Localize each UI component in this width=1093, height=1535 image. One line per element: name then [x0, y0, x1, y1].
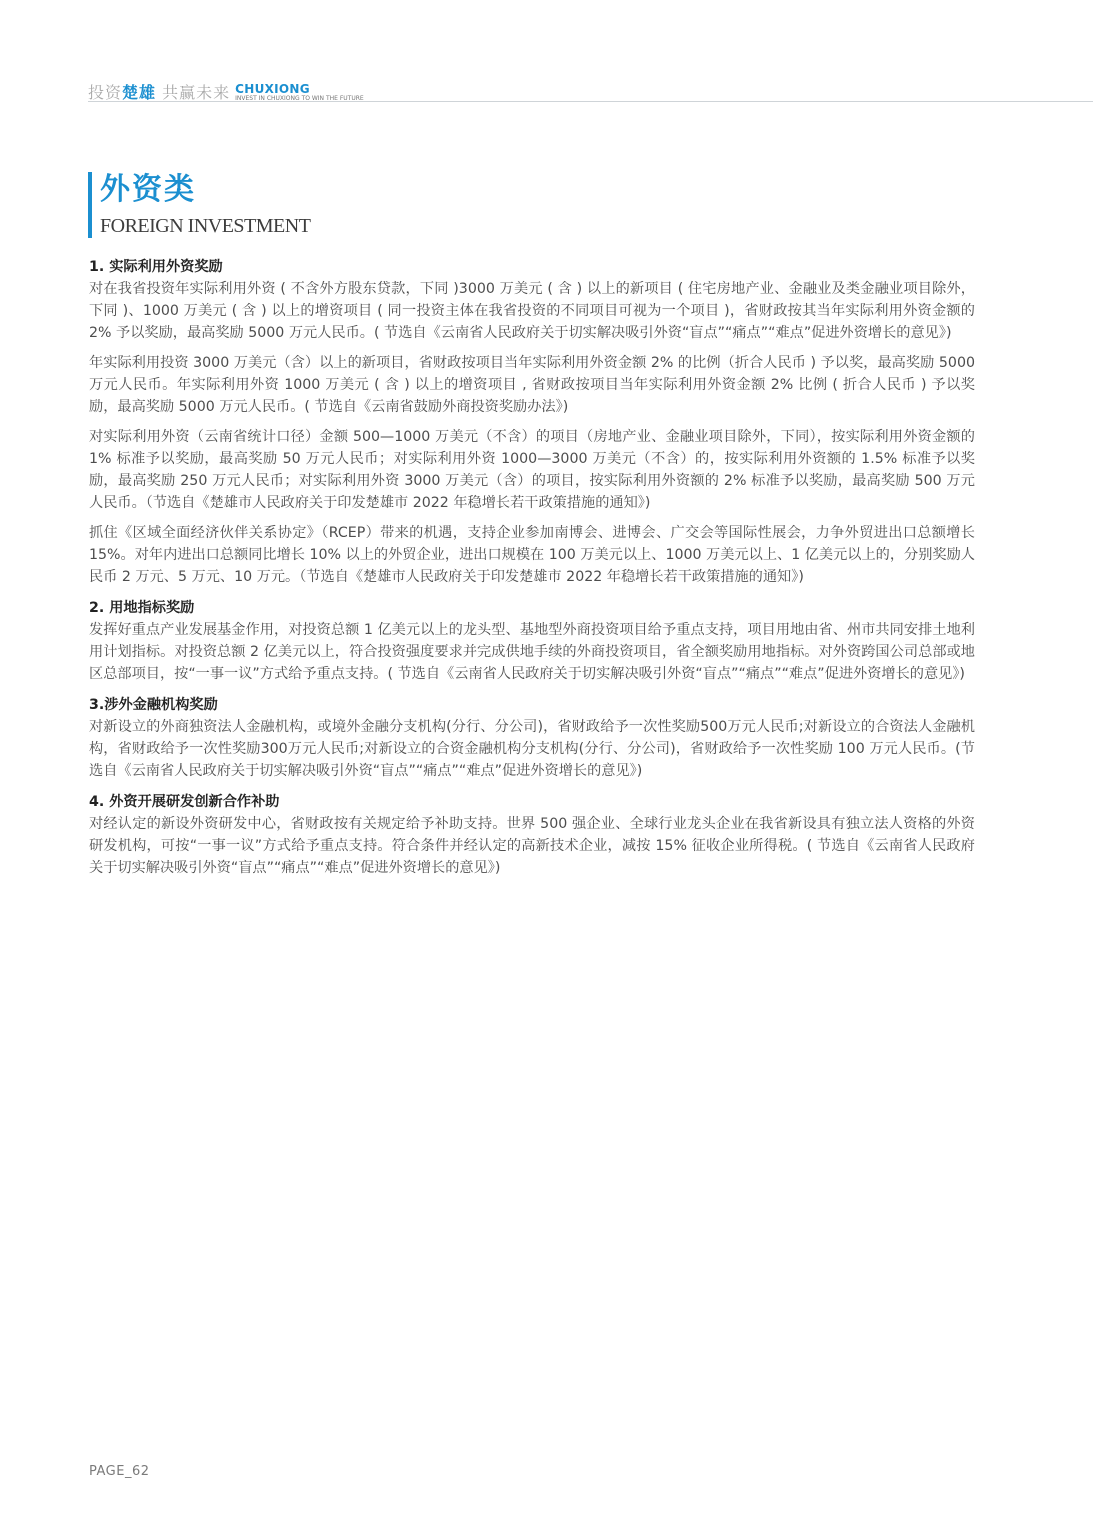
paragraph: 对在我省投资年实际利用外资 ( 不含外方股东贷款，下同 )3000 万美元 ( 含 ) 以上的新项目 ( 住宅房地产业、金融业及类金融业项目除外，下同 )、1000 万美元 ( 含 ) 以上的增资项目 ( 同一投资主体在我省投资的不同项目可视为一个项目 )，省财政按其当年实际利用外资金额的 2% 予以奖励，最高奖励 5000 万元人民币。( 节选自《云南省人民政府关于切实解决吸引外资“盲点”“痛点”“难点”促进外资增长的意见》): [89, 281, 975, 341]
section-title-cn: 外资类: [100, 172, 196, 207]
brand-slogan-cn: [88, 84, 230, 102]
paragraph: 对实际利用外资（云南省统计口径）金额 500—1000 万美元（不含）的项目（房地产业、金融业项目除外，下同），按实际利用外资金额的 1% 标准予以奖励，最高奖励 50 万元人民币；对实际利用外资 1000—3000 万美元（不含）的，按实际利用外资额的 1.5% 标准予以奖励，最高奖励 250 万元人民币；对实际利用外资 3000 万美元（含）的项目，按实际利用外资额的 2% 标准予以奖励，最高奖励 500 万元人民币。（节选自《楚雄市人民政府关于印发楚雄市 2022 年稳增长若干政策措施的通知》): [89, 429, 975, 511]
paragraph: 对新设立的外商独资法人金融机构，或境外金融分支机构(分行、分公司)，省财政给予一次性奖励500万元人民币;对新设立的合资法人金融机构，省财政给予一次性奖励300万元人民币;对新设立的合资金融机构分支机构(分行、分公司)，省财政给予一次性奖励 100 万元人民币。(节选自《云南省人民政府关于切实解决吸引外资“盲点”“痛点”“难点”促进外资增长的意见》): [89, 719, 975, 779]
paragraph: 年实际利用投资 3000 万美元（含）以上的新项目，省财政按项目当年实际利用外资金额 2% 的比例（折合人民币 ) 予以奖，最高奖励 5000 万元人民币。年实际利用外资 1000 万美元 ( 含 ) 以上的增资项目 , 省财政按项目当年实际利用外资金额 2% 比例 ( 折合人民币 ) 予以奖励，最高奖励 5000 万元人民币。( 节选自《云南省鼓励外商投资奖励办法》): [89, 355, 975, 415]
section-title-en: FOREIGN INVESTMENT: [100, 215, 311, 237]
brand-tagline: INVEST IN CHUXIONG TO WIN THE FUTURE: [235, 95, 364, 102]
page-header: [88, 76, 364, 102]
page-number: PAGE_62: [89, 1464, 150, 1479]
brand-suffix: 共赢未来: [156, 83, 231, 102]
heading-land-quota-reward: 2. 用地指标奖励: [89, 600, 195, 616]
brand-name: CHUXIONG: [235, 82, 310, 96]
paragraph: 对经认定的新设外资研发中心，省财政按有关规定给予补助支持。世界 500 强企业、全球行业龙头企业在我省新设具有独立法人资格的外资研发机构，可按“一事一议”方式给予重点支持。符合条件并经认定的高新技术企业，减按 15% 征收企业所得税。( 节选自《云南省人民政府关于切实解决吸引外资“盲点”“痛点”“难点”促进外资增长的意见》): [89, 816, 975, 876]
heading-foreign-finance-reward: 3.涉外金融机构奖励: [89, 697, 218, 713]
article-body: [89, 256, 975, 887]
header-divider: [88, 101, 1093, 102]
heading-actual-use-reward: 1. 实际利用外资奖励: [89, 259, 223, 275]
brand-accent: 楚雄: [122, 83, 157, 102]
paragraph: 抓住《区域全面经济伙伴关系协定》（RCEP）带来的机遇，支持企业参加南博会、进博会、广交会等国际性展会，力争外贸进出口总额增长 15%。对年内进出口总额同比增长 10% 以上的外贸企业，进出口规模在 100 万美元以上、1000 万美元以上、1 亿美元以上的，分别奖励人民币 2 万元、5 万元、10 万元。（节选自《楚雄市人民政府关于印发楚雄市 2022 年稳增长若干政策措施的通知》): [89, 525, 975, 585]
heading-rnd-subsidy: 4. 外资开展研发创新合作补助: [89, 794, 280, 810]
brand-prefix: 投资: [88, 83, 123, 102]
paragraph: 发挥好重点产业发展基金作用，对投资总额 1 亿美元以上的龙头型、基地型外商投资项目给予重点支持，项目用地由省、州市共同安排土地利用计划指标。对投资总额 2 亿美元以上，符合投资强度要求并完成供地手续的外商投资项目，省全额奖励用地指标。对外资跨国公司总部或地区总部项目，按“一事一议”方式给予重点支持。( 节选自《云南省人民政府关于切实解决吸引外资“盲点”“痛点”“难点”促进外资增长的意见》): [89, 622, 975, 682]
section-title-block: [88, 172, 310, 238]
brand-slogan-en: [235, 83, 364, 102]
